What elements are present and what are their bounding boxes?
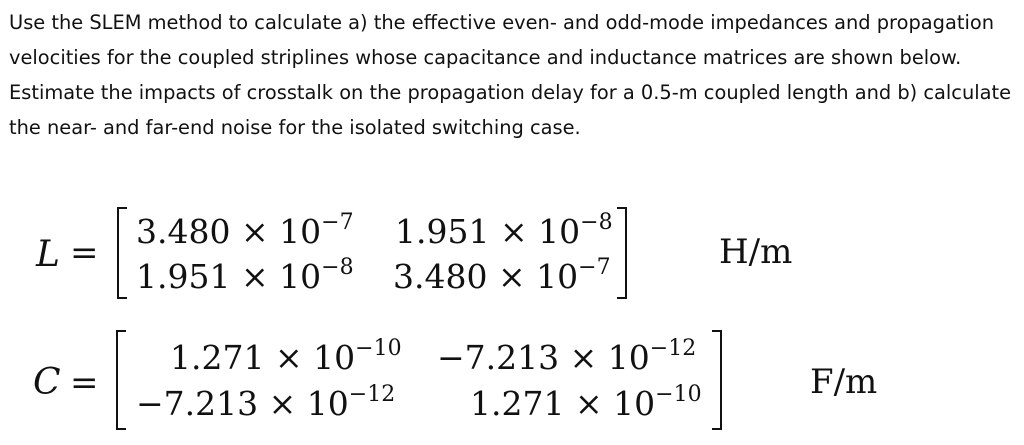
left-bracket — [116, 330, 126, 430]
right-bracket — [617, 207, 627, 299]
unit-label-l: H/m — [719, 232, 793, 272]
matrix-cell-c22: $1.271 \times 10^{-10}$ — [470, 382, 702, 423]
matrix-cell-c11: $1.271 \times 10^{-10}$ — [170, 336, 402, 377]
matrix-symbol-c: C — [33, 362, 61, 403]
matrix-cell-c12: $-7.213 \times 10^{-12}$ — [437, 336, 697, 377]
left-bracket — [117, 207, 127, 299]
matrix-cell-l22: $3.480 \times 10^{-7}$ — [393, 255, 611, 296]
unit-label-c: F/m — [810, 362, 878, 402]
capacitance-matrix-equation — [0, 325, 1024, 435]
inductance-matrix-equation — [0, 205, 1024, 305]
right-bracket — [712, 330, 722, 430]
equals-sign: = — [70, 233, 99, 273]
equals-sign: = — [70, 363, 99, 403]
problem-statement: Use the SLEM method to calculate a) the effective even- and odd-mode impedances and propagation velocities for the coupled striplines whose capacitance and inductance matrices are shown below. Estimate the impacts of crosstalk on the propagation delay for a 0.5-m coupled length and b) calculate the near- and far-end noise for the isolated switching case. — [9, 11, 1012, 139]
matrix-cell-l21: $1.951 \times 10^{-8}$ — [136, 255, 354, 296]
matrix-symbol-l: L — [36, 234, 60, 275]
matrix-cell-l11: $3.480 \times 10^{-7}$ — [136, 210, 354, 251]
matrix-cell-l12: $1.951 \times 10^{-8}$ — [395, 210, 613, 251]
matrix-cell-c21: $-7.213 \times 10^{-12}$ — [136, 382, 396, 423]
